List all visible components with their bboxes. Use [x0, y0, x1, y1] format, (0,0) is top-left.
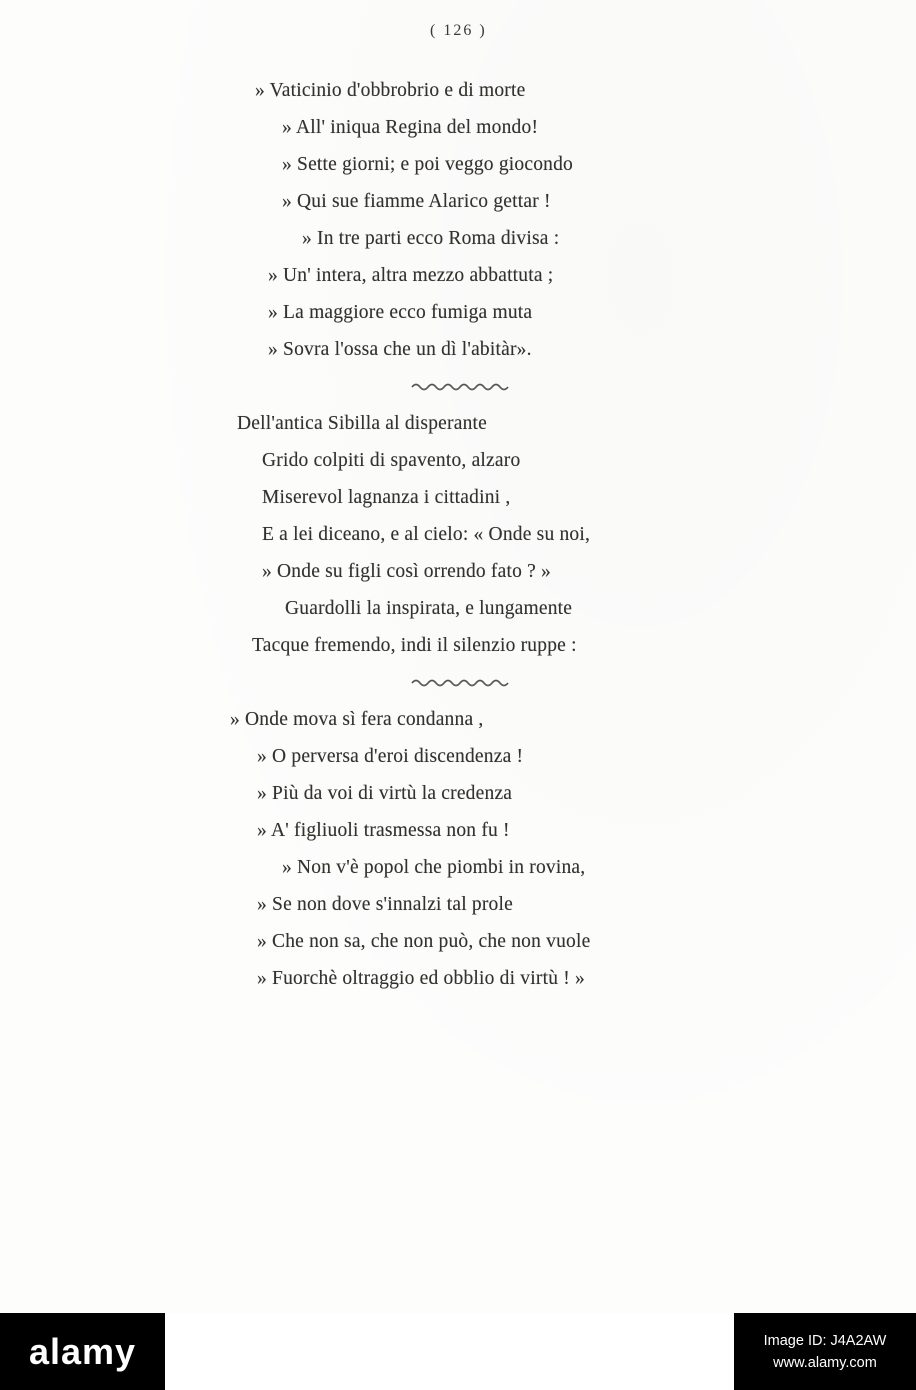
ornament-divider — [230, 368, 790, 405]
poem-line: » All' iniqua Regina del mondo! — [282, 117, 539, 138]
image-id-label: Image ID: J4A2AW — [763, 1332, 887, 1349]
stanza — [230, 405, 790, 664]
poem-line: Dell'antica Sibilla al disperante — [237, 413, 487, 434]
poem-line: » Se non dove s'innalzi tal prole — [257, 894, 513, 915]
poem-line: Guardolli la inspirata, e lungamente — [285, 598, 573, 619]
poem-line: » La maggiore ecco fumiga muta — [268, 302, 533, 323]
poem-line: » Che non sa, che non può, che non vuole — [257, 931, 591, 952]
alamy-watermark-bar — [0, 1313, 916, 1390]
poem-line: » Sovra l'ossa che un dì l'abitàr». — [268, 339, 532, 360]
poem-line: » Onde mova sì fera condanna , — [230, 709, 484, 730]
poem-line: » O perversa d'eroi discendenza ! — [257, 746, 524, 767]
poem-line: » In tre parti ecco Roma divisa : — [302, 228, 560, 249]
poem-line: Grido colpiti di spavento, alzaro — [262, 450, 521, 471]
poem-line: » Un' intera, altra mezzo abbattuta ; — [268, 265, 554, 286]
poem-line: » Non v'è popol che piombi in rovina, — [282, 857, 586, 878]
poem-line: » Qui sue fiamme Alarico gettar ! — [282, 191, 551, 212]
poem-line: E a lei diceano, e al cielo: « Onde su noi, — [262, 524, 591, 545]
poem-line: » Sette giorni; e poi veggo giocondo — [282, 154, 573, 175]
alamy-url: www.alamy.com — [773, 1354, 877, 1371]
alamy-logo-box — [0, 1313, 165, 1390]
page-number: ( 126 ) — [430, 22, 487, 39]
poem-line: » Fuorchè oltraggio ed obblio di virtù ! » — [257, 968, 585, 989]
stanza — [230, 701, 790, 997]
poem-line: Miserevol lagnanza i cittadini , — [262, 487, 511, 508]
ornament-divider — [230, 664, 790, 701]
poem-line: » A' figliuoli trasmessa non fu ! — [257, 820, 510, 841]
poem-line: » Onde su figli così orrendo fato ? » — [262, 561, 551, 582]
poem — [230, 72, 790, 997]
image-id-box — [734, 1313, 916, 1390]
poem-line: » Vaticinio d'obbrobrio e di morte — [255, 80, 526, 101]
squiggle-ornament-icon — [410, 382, 510, 391]
stanza — [230, 72, 790, 368]
poem-line: Tacque fremendo, indi il silenzio ruppe : — [252, 635, 577, 656]
squiggle-ornament-icon — [410, 678, 510, 687]
poem-line: » Più da voi di virtù la credenza — [257, 783, 513, 804]
alamy-logo: alamy — [28, 1330, 137, 1372]
